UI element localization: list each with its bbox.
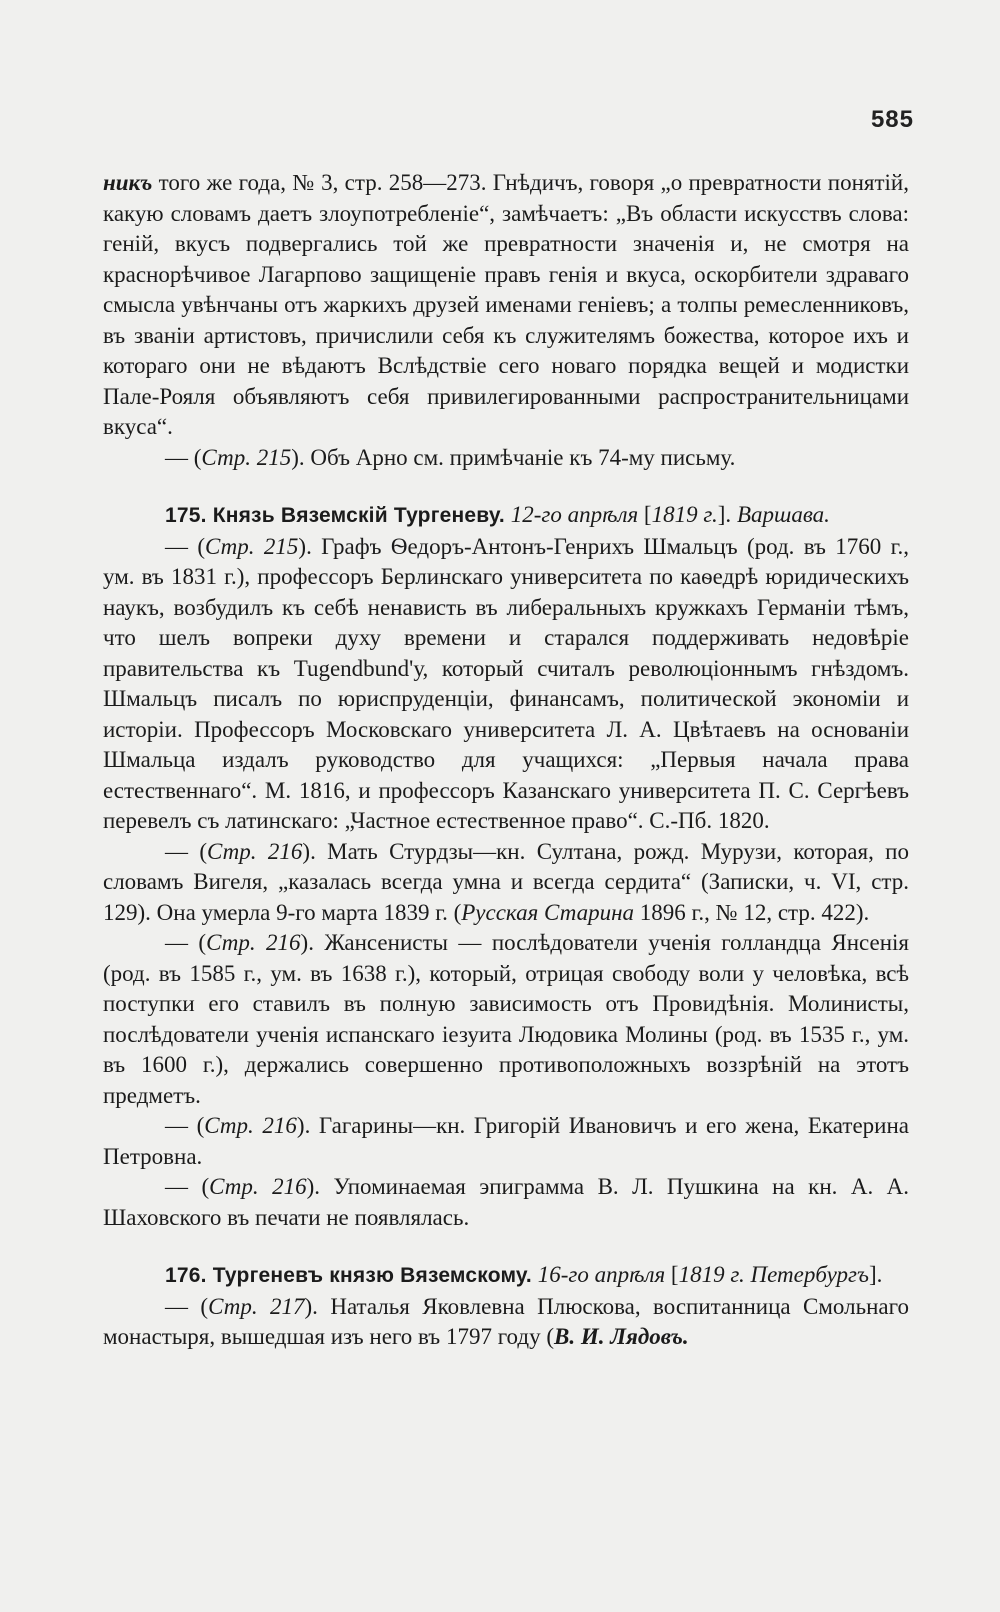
- text-run: ). Упоминаемая эпиграмма В. Л. Пушкина на кн. А. А. Шаховского въ печати не появлялась.: [103, 1174, 909, 1230]
- emphasis-run: Стр. 216: [206, 930, 301, 955]
- text-run: — (: [165, 1174, 210, 1199]
- text-run: — (: [165, 838, 208, 864]
- emphasis-run: В. И. Лядовъ.: [554, 1324, 689, 1349]
- text-run: ). Наталья Яковлевна Плюскова, воспитанница Смольнаго монастыря, вышедшая изъ него въ 1797 году (: [103, 1293, 909, 1349]
- emphasis-run: Стр. 215: [201, 444, 292, 470]
- text-run: ). Объ Арно см. примѣчаніе къ 74-му письму.: [291, 444, 736, 470]
- emphasis-run: 16-го апрѣля: [537, 1262, 666, 1287]
- letter-heading: [103, 1260, 909, 1292]
- emphasis-run: 1819 г. Петербургъ: [678, 1262, 869, 1287]
- text-run: [: [665, 1262, 679, 1287]
- letter-title: 176. Тургеневъ князю Вяземскому.: [165, 1264, 532, 1287]
- note-paragraph: [103, 928, 909, 1111]
- emphasis-run: Стр. 216: [209, 1174, 307, 1199]
- emphasis-run: Стр. 216: [204, 1113, 297, 1138]
- text-run: ). Мать Стурдзы—кн. Султана, рожд. Мурузи, которая, по словамъ Вигеля, „казалась всегда умна и всегда сердита“ (Записки, ч. VI, стр. 129). Она умерла 9-го марта 1839 г. (: [103, 838, 909, 925]
- note-paragraph: [103, 1292, 909, 1353]
- emphasis-run: Стр. 216: [207, 838, 303, 864]
- note-paragraph: [103, 168, 909, 443]
- emphasis-run: Русская Старина: [461, 899, 635, 925]
- note-paragraph: [103, 1172, 909, 1233]
- emphasis-run: Стр. 217: [208, 1293, 305, 1319]
- text-run: того же года, № 3, стр. 258—273. Гнѣдичъ, говоря „о превратности понятій, какую словамъ даетъ злоупотребленіе“, замѣчаетъ: „Въ области искусствъ слова: геній, вкусъ подвергались той же превратности значенія и, не смотря на краснорѣчивое Лагарпово защищеніе правъ генія и вкуса, оскорбители здраваго смысла увѣнчаны отъ жаркихъ друзей именами геніевъ; а толпы ремесленниковъ, въ званіи артистовъ, причислили себя къ служителямъ божества, которое ихъ и котораго они не вѣдаютъ Вслѣдствіе сего новаго порядка вещей и модистки Пале-Рояля объявляютъ себя привилегированными распространительницами вкуса“.: [103, 170, 909, 439]
- note-paragraph: [103, 837, 909, 929]
- text-run: — (: [165, 444, 202, 470]
- note-paragraph: [103, 532, 909, 837]
- text-run: 1896 г., № 12, стр. 422).: [634, 899, 870, 925]
- text-run: — (: [165, 930, 207, 955]
- text-run: ). Жансенисты — послѣдователи ученія голландца Янсенія (род. въ 1585 г., ум. въ 1638 г.), который, отрицая свободу воли у человѣка, всѣ поступки его ставилъ въ полную зависимость отъ Провидѣнія. Молинисты, послѣдователи ученія испанскаго іезуита Людовика Молины (род. въ 1535 г., ум. въ 1600 г.), держались совершенно противоположныхъ воззрѣній на этотъ предметъ.: [103, 930, 909, 1108]
- emphasis-run: никъ: [103, 170, 153, 195]
- emphasis-run: 1819 г.: [651, 502, 718, 527]
- letter-heading: [103, 500, 909, 532]
- text-run: ].: [868, 1262, 883, 1287]
- page-text: [103, 168, 909, 1353]
- text-run: ). Графъ Ѳедоръ-Антонъ-Генрихъ Шмальцъ (род. въ 1760 г., ум. въ 1831 г.), профессоръ Берлинскаго университета по каѳедрѣ юридическихъ наукъ, возбудилъ къ себѣ ненависть въ либеральныхъ кружкахъ Германіи тѣмъ, что шелъ вопреки духу времени и старался поддерживать недовѣріе правительства къ Tugendbund'у, который считалъ революціоннымъ гнѣздомъ. Шмальцъ писалъ по юриспруденціи, финансамъ, политической экономіи и исторіи. Профессоръ Московскаго университета Л. А. Цвѣтаевъ на основаніи Шмальца издалъ руководство для учащихся: „Первыя начала права естественнаго“. М. 1816, и профессоръ Казанскаго университета П. С. Сергѣевъ перевелъ съ латинскаго: „Частное естественное право“. С.-Пб. 1820.: [103, 533, 909, 833]
- emphasis-run: Стр. 215: [205, 533, 299, 559]
- emphasis-run: 12-го апрѣля: [510, 502, 639, 527]
- page-number: 585: [870, 106, 914, 133]
- letter-title: 175. Князь Вяземскій Тургеневу.: [165, 504, 505, 527]
- text-run: ). Гагарины—кн. Григорій Ивановичъ и его жена, Екатерина Петровна.: [103, 1113, 909, 1169]
- text-run: — (: [165, 1293, 209, 1319]
- text-run: ].: [717, 502, 737, 527]
- note-paragraph: [103, 1111, 909, 1172]
- emphasis-run: Варшава.: [736, 502, 830, 527]
- text-run: [: [638, 502, 652, 527]
- text-run: — (: [165, 533, 206, 559]
- note-paragraph: [103, 443, 909, 474]
- text-run: — (: [165, 1113, 205, 1138]
